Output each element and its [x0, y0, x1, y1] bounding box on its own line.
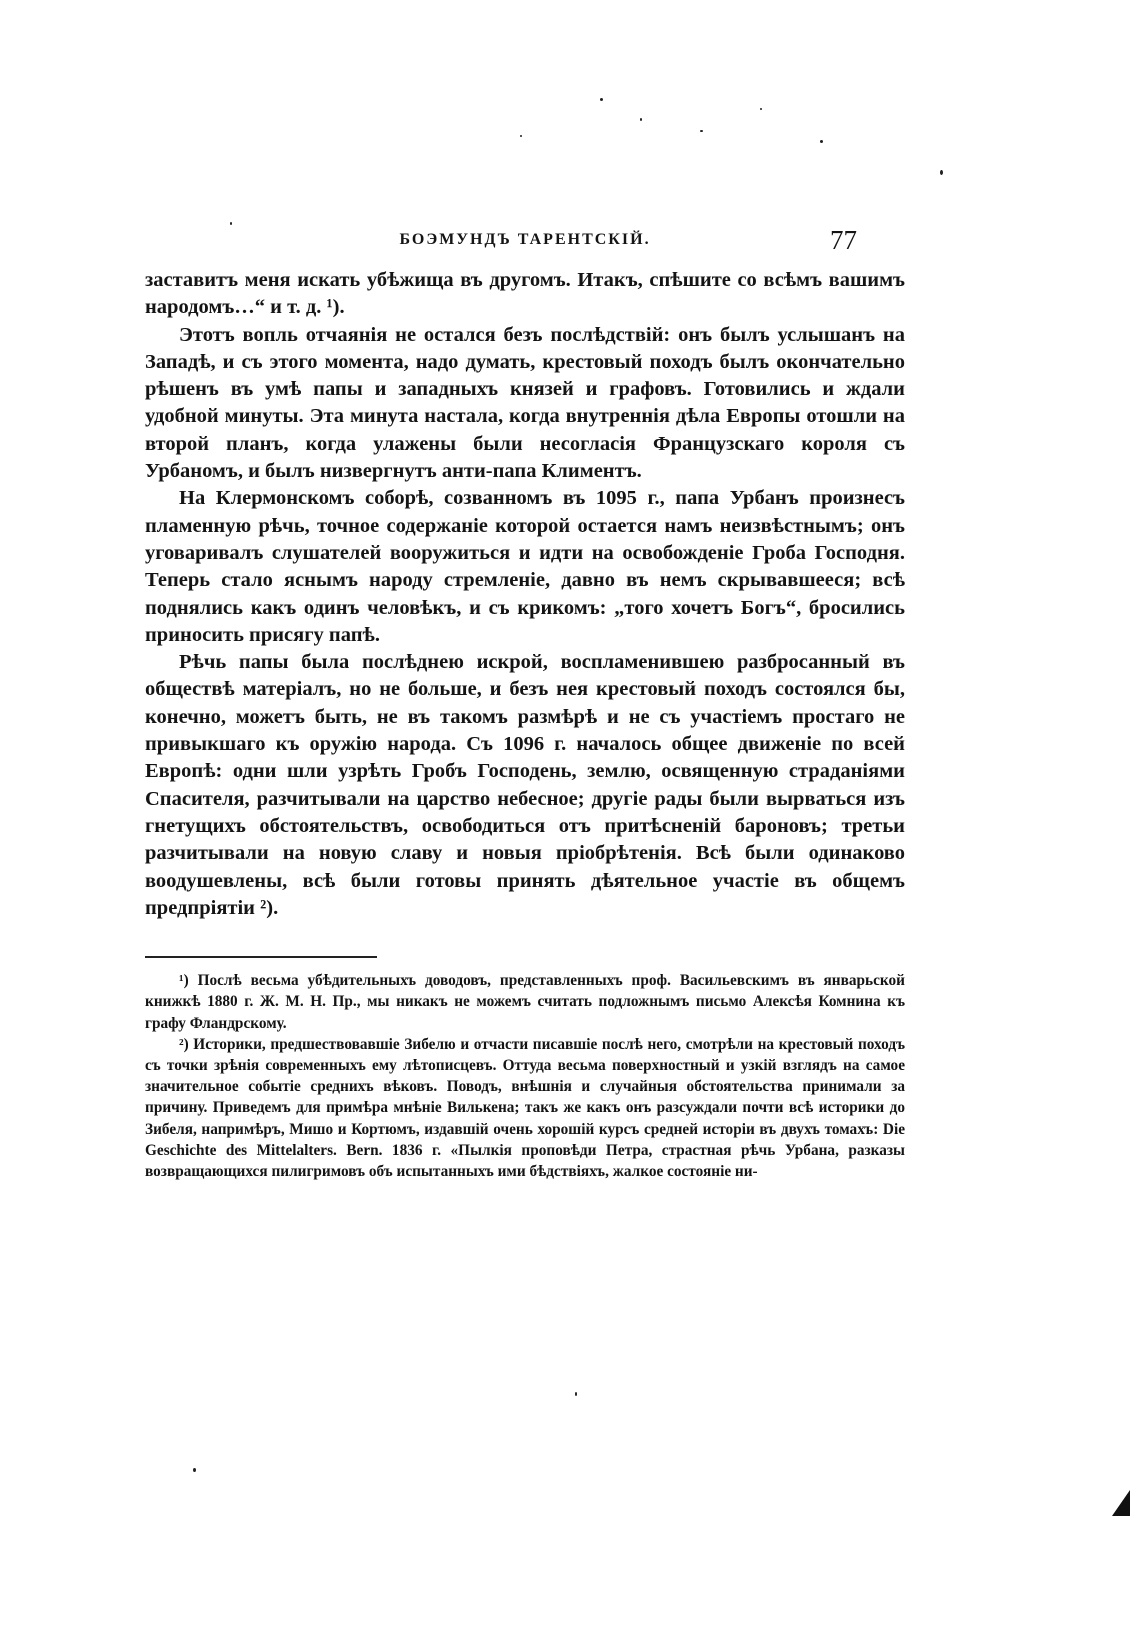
- running-head: [145, 225, 905, 267]
- scan-speck: [820, 140, 823, 143]
- paragraph: На Клермонскомъ соборѣ, созванномъ въ 1095 г., папа Урбанъ произнесъ пламенную рѣчь, точное содержаніе которой остается намъ неизвѣстнымъ; онъ уговаривалъ слушателей вооружиться и идти на освобожденіе Гроба Господня. Теперь стало яснымъ народу стремленіе, давно въ немъ скрывавшееся; всѣ поднялись какъ одинъ человѣкъ, и съ крикомъ: „того хочетъ Богъ“, бросились приносить присягу папѣ.: [145, 487, 905, 646]
- paragraph-continuation: заставитъ меня искать убѣжища въ другомъ. Итакъ, спѣшите со всѣмъ вашимъ народомъ…“ и т. д. ¹).: [145, 269, 905, 319]
- scan-speck: [230, 222, 232, 225]
- footnotes: [145, 970, 905, 1182]
- scan-speck: [193, 1468, 196, 1472]
- footnote-2: ²) Историки, предшествовавшіе Зибелю и отчасти писавшіе послѣ него, смотрѣли на крестовый походъ съ точки зрѣнія современныхъ ему лѣтописцевъ. Оттуда весьма поверхностный и узкій взглядъ на самое значительное событіе среднихъ вѣковъ. Поводъ, внѣшнія и случайныя обстоятельства принимали за причину. Приведемъ для примѣра мнѣніе Вилькена; такъ же какъ онъ разсуждали почти всѣ историки до Зибеля, напримѣръ, Мишо и Кортюмъ, издавшій очень хорошій курсъ средней исторіи въ двухъ томахъ: Die Geschichte des Mittelalters. Bern. 1836 г. «Пылкія проповѣди Петра, страстная рѣчь Урбана, разказы возвращающихся пилигримовъ объ испытанныхъ ими бѣдствіяхъ, жалкое состояніе ни-: [145, 1035, 905, 1180]
- page-number: 77: [830, 225, 857, 255]
- scan-speck: [640, 118, 642, 121]
- scan-speck: [575, 1392, 577, 1396]
- scan-speck: [760, 108, 762, 110]
- scan-speck: [520, 135, 522, 137]
- book-page: [145, 225, 905, 1182]
- scan-corner-mark: [1112, 1490, 1130, 1516]
- paragraph: Рѣчь папы была послѣднею искрой, воспламенившею разбросанный въ обществѣ матеріалъ, но не больше, и безъ нея крестовый походъ состоялся бы, конечно, можетъ быть, не въ такомъ размѣрѣ и не съ участіемъ простаго не привыкшаго къ оружію народа. Съ 1096 г. началось общее движеніе по всей Европѣ: одни шли узрѣть Гробъ Господень, землю, освященную страданіями Спасителя, разчитывали на царство небесное; другіе рады были вырваться изъ гнетущихъ обстоятельствъ, освободиться отъ притѣсненій бароновъ; третьи разчитывали на новую славу и новыя пріобрѣтенія. Всѣ были одинаково воодушевлены, всѣ были готовы принять дѣятельное участіе въ общемъ предпріятіи ²).: [145, 651, 905, 919]
- footnote-divider: [145, 956, 377, 958]
- footnote-1: ¹) Послѣ весьма убѣдительныхъ доводовъ, представленныхъ проф. Васильевскимъ въ январьской книжкѣ 1880 г. Ж. М. Н. Пр., мы никакъ не можемъ считать подложнымъ письмо Алексѣя Комнина къ графу Фландрскому.: [145, 972, 905, 1032]
- scan-speck: [700, 130, 703, 132]
- scan-speck: [600, 98, 603, 101]
- running-title: БОЭМУНДЪ ТАРЕНТСКІЙ.: [399, 231, 651, 248]
- body-text: [145, 267, 905, 922]
- scan-speck: [940, 170, 943, 175]
- paragraph: Этотъ вопль отчаянія не остался безъ послѣдствій: онъ былъ услышанъ на Западѣ, и съ этого момента, надо думать, крестовый походъ былъ окончательно рѣшенъ въ умѣ папы и западныхъ князей и графовъ. Готовились и ждали удобной минуты. Эта минута настала, когда внутреннія дѣла Европы отошли на второй планъ, когда улажены были несогласія Французскаго короля съ Урбаномъ, и былъ низвергнутъ анти-папа Климентъ.: [145, 323, 905, 483]
